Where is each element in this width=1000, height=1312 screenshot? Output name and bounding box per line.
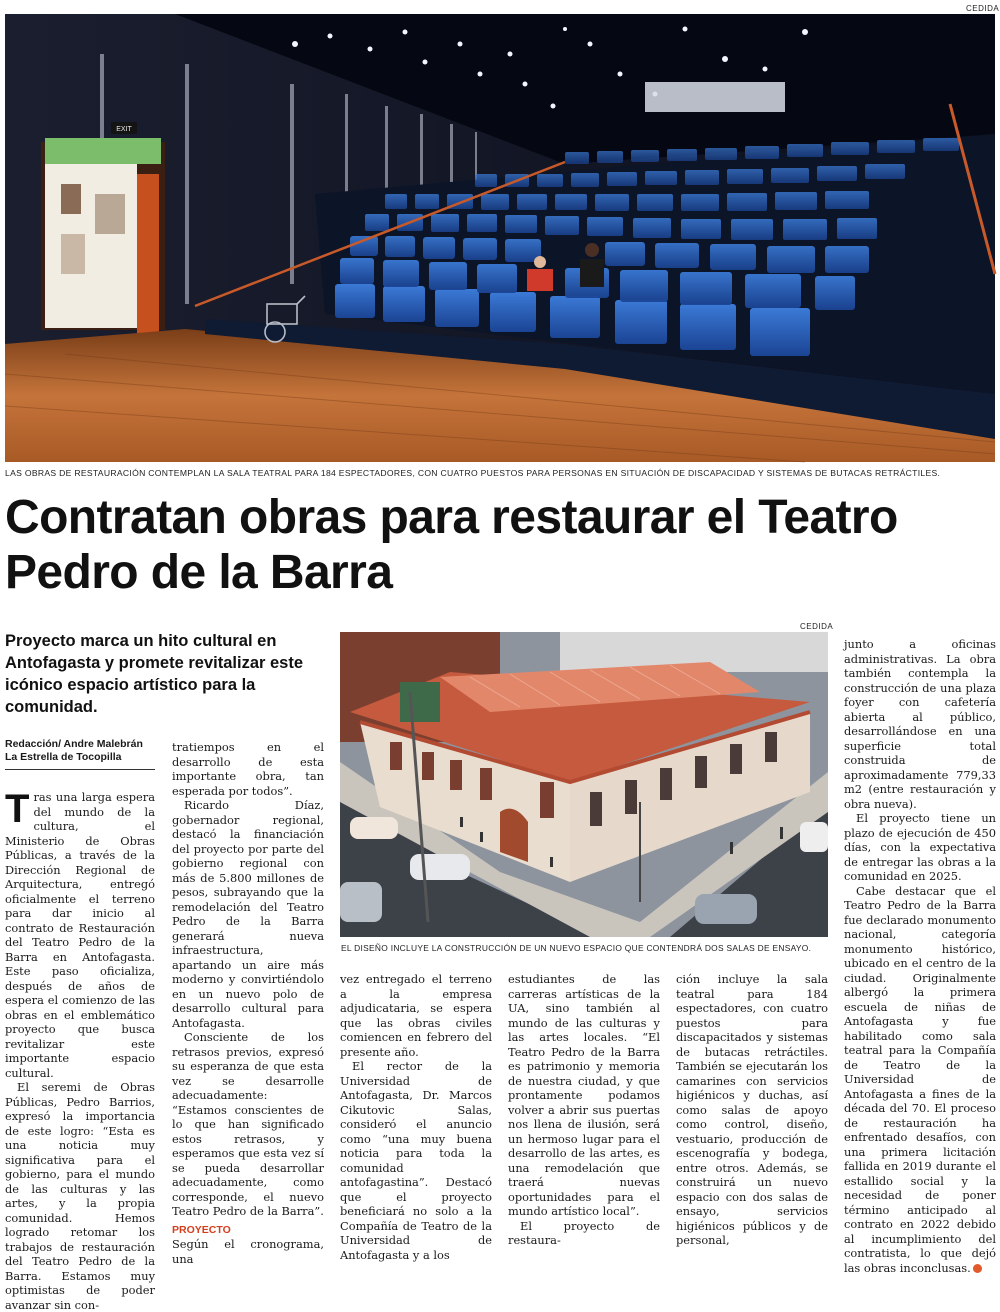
- body-paragraph: El seremi de Obras Públicas, Pedro Barrios, expresó la importancia de este logro: “Esta es una noticia muy significativa para el gobierno, para el mundo de las culturas y las artes, y la propia comunidad. Hemos logrado retomar los trabajos de restauración del Teatro Pedro de la Barra. Estamos muy optimistas de poder avanzar sin con-: [5, 1080, 155, 1312]
- drop-cap: T: [5, 787, 30, 831]
- body-column-1: [5, 787, 155, 1312]
- end-mark-icon: [973, 1264, 982, 1273]
- body-paragraph: junto a oficinas administrativas. La obra también contempla la construcción de una plaza foyer con cafetería abierta al público, desarrollándose en una superficie total construida de aproximadamente 779,33 m2 (entre restauración y obra nueva).: [844, 637, 996, 811]
- headline: Contratan obras para restaurar el Teatro Pedro de la Barra: [5, 491, 898, 599]
- body-paragraph: vez entregado el terreno a la empresa adjudicataria, se espera que las obras civiles comiencen en febrero del presente año.: [340, 972, 492, 1059]
- body-column-5: [676, 972, 828, 1248]
- byline: [5, 738, 155, 770]
- lead-paragraph: Proyecto marca un hito cultural en Antofagasta y promete revitalizar este icónico espacio artístico para la comunidad.: [5, 632, 304, 716]
- building-rendering: [340, 632, 828, 937]
- photo-caption-top: LAS OBRAS DE RESTAURACIÓN CONTEMPLAN LA SALA TEATRAL PARA 184 ESPECTADORES, CON CUATRO PUESTOS PARA PERSONAS EN SITUACIÓN DE DISCAPACIDAD Y SISTEMAS DE BUTACAS RETRÁCTILES.: [5, 468, 941, 478]
- body-paragraph: Ricardo Díaz, gobernador regional, destacó la financiación del proyecto por parte del gobierno regional con más de 5.800 millones de pesos, subrayando que la remodelación del Teatro Pedro de la Barra generará nueva infraestructura, apartando un aire más moderno y convirtiéndolo en un nuevo polo de desarrollo cultural para Antofagasta.: [172, 798, 324, 1030]
- body-paragraph: El proyecto tiene un plazo de ejecución de 450 días, con la expectativa de entregar las obras a la comunidad en 2025.: [844, 811, 996, 883]
- body-paragraph: tratiempos en el desarrollo de esta importante obra, tan esperada por todos”.: [172, 740, 324, 798]
- body-paragraph: ción incluye la sala teatral para 184 espectadores, con cuatro puestos para discapacitados y sistemas de butacas retráctiles. También se ejecutarán los camarines con servicios higiénicos y duchas, así como salas de apoyo como control, diseño, vestuario, producción de escenografía y bodega, entre otros. Además, se construirá un nuevo espacio con dos salas de ensayo, servicios higiénicos públicos y de personal,: [676, 972, 828, 1247]
- photo-credit-top: CEDIDA: [966, 4, 1000, 13]
- body-paragraph: estudiantes de las carreras artísticas de la UA, sino también al mundo de las culturas y las artes locales. “El Teatro Pedro de la Barra es patrimonio y memoria de nuestra ciudad, y que prontamente podamos volver a abrir sus puertas nos llena de ilusión, será un hermoso lugar para el desarrollo de las artes, es una remodelación que traerá nuevas oportunidades para el mundo artístico local”.: [508, 972, 660, 1218]
- body-column-2: [172, 740, 324, 1266]
- body-paragraph: El proyecto de restaura-: [508, 1218, 660, 1247]
- body-paragraph: Consciente de los retrasos previos, expresó su esperanza de que esta vez se desarrolle adecuadamente: “Estamos conscientes de lo que han significado estos retrasos, y esperamos que esta vez sí se pueda desarrollar adecuadamente, como corresponde, el nuevo Teatro Pedro de la Barra”.: [172, 1030, 324, 1218]
- body-column-6: [844, 637, 996, 1275]
- body-paragraph: Tras una larga espera del mundo de la cultura, el Ministerio de Obras Públicas, a través de la Dirección Regional de Arquitectura, entregó oficialmente el terreno para dar inicio al contrato de Restauración del Teatro Pedro de la Barra en Antofagasta. Este paso oficializa, después de años de espera el comienzo de las obras en el emblemático proyecto que busca revitalizar este importante espacio cultural.: [5, 787, 155, 1080]
- photo-credit-building: CEDIDA: [800, 622, 834, 631]
- exit-sign: EXIT: [116, 126, 132, 133]
- body-paragraph: El rector de la Universidad de Antofagasta, Dr. Marcos Cikutovic Salas, consideró el anuncio como “una muy buena noticia para toda la comunidad antofagastina”. Destacó que el proyecto beneficiará no solo a la Compañía de Teatro de la Universidad de Antofagasta y a los: [340, 1059, 492, 1262]
- byline-source: La Estrella de Tocopilla: [5, 751, 122, 763]
- byline-author: Redacción/ Andre Malebrán: [5, 738, 143, 750]
- body-column-3: [340, 972, 492, 1262]
- body-paragraph: Cabe destacar que el Teatro Pedro de la Barra fue declarado monumento nacional, categoría monumento histórico, ubicado en el centro de la ciudad. Originalmente albergó la primera escuela de niñas de Antofagasta y fue habilitado como sala teatral para la Compañía de Teatro de la Universidad de Antofagasta a fines de la década del 70. El proceso de restauración ha enfrentado desafíos, con una primera licitación fallida en 2019 durante el estallido social y la necesidad de poner término anticipado al contrato en 2022 debido al incumplimiento del contratista, lo que dejó las obras inconclusas.: [844, 883, 996, 1275]
- body-column-4: [508, 972, 660, 1248]
- photo-caption-building: EL DISEÑO INCLUYE LA CONSTRUCCIÓN DE UN NUEVO ESPACIO QUE CONTENDRÁ DOS SALAS DE ENSAYO.: [341, 943, 812, 953]
- section-subhead: PROYECTO: [172, 1223, 231, 1236]
- theater-photo: [5, 14, 995, 462]
- body-paragraph: Según el cronograma, una: [172, 1237, 324, 1266]
